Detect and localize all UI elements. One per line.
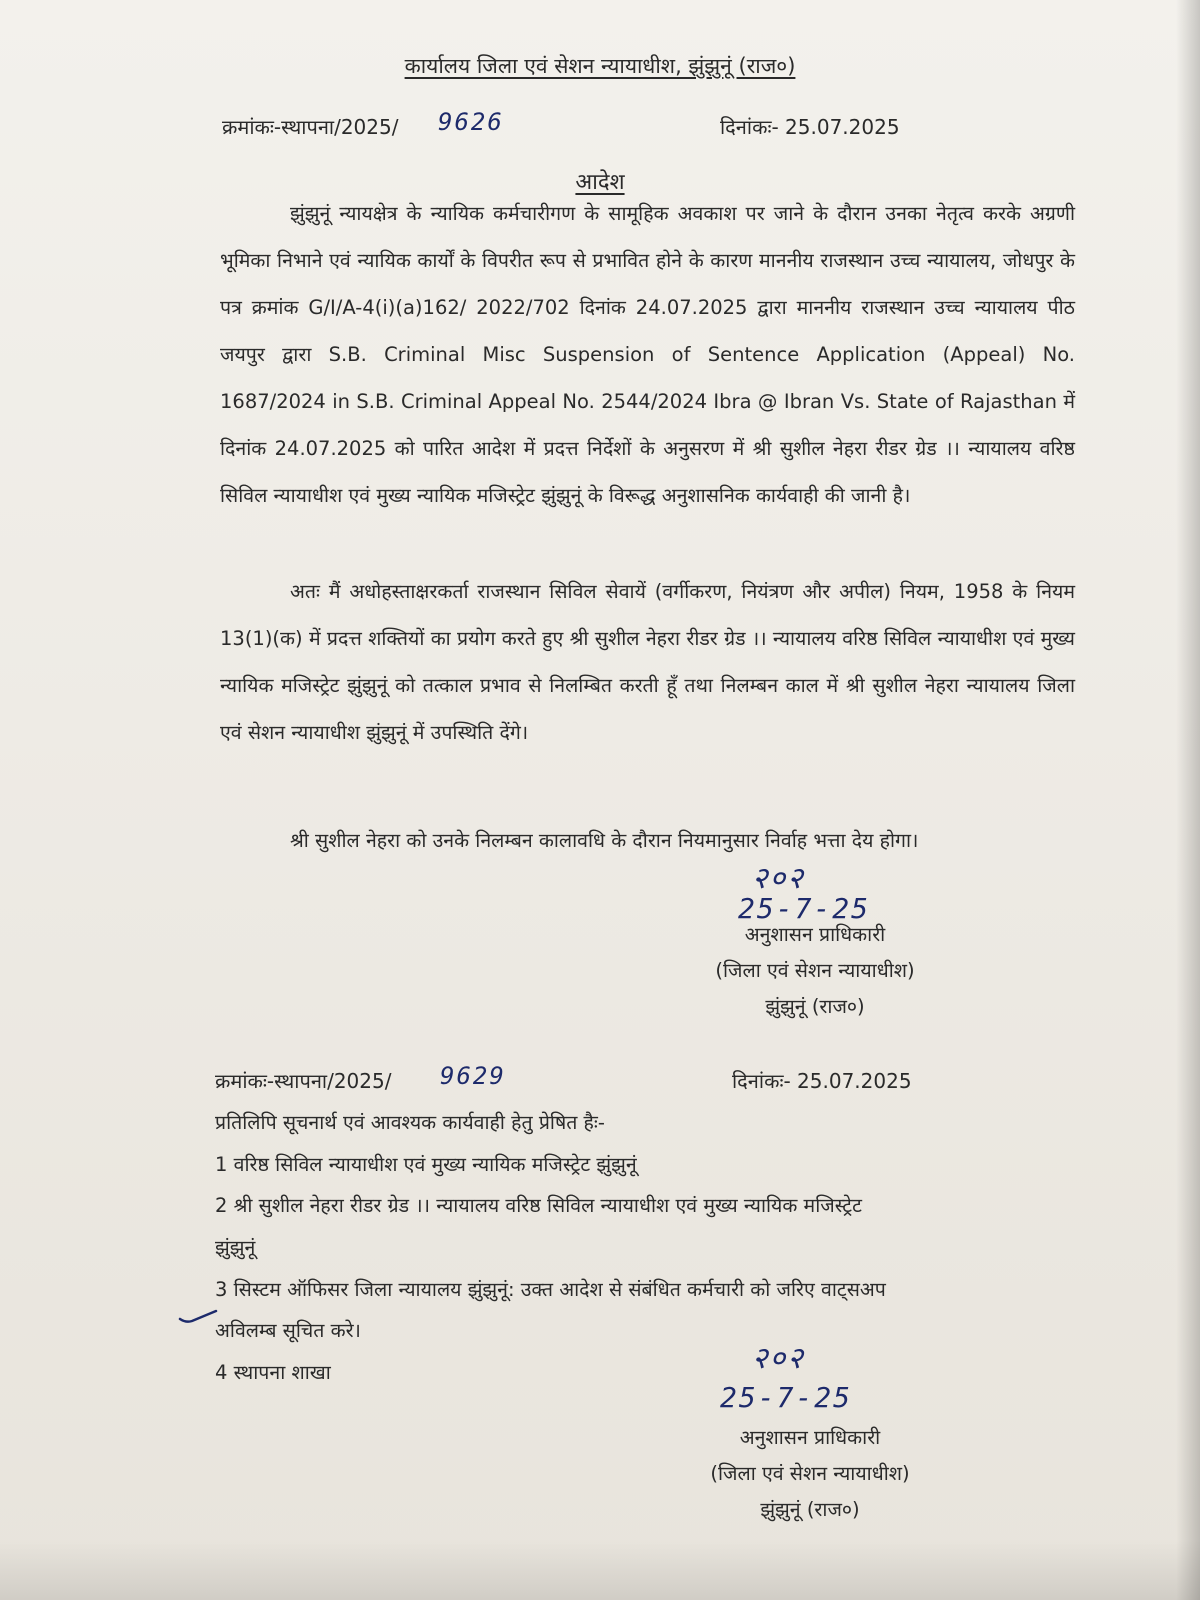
copy-date: दिनांकः- 25.07.2025 — [732, 1069, 912, 1093]
copy-item-2: 2 श्री सुशील नेहरा रीडर ग्रेड ।। न्यायालय वरिष्ठ सिविल न्यायाधीश एवं मुख्य न्यायिक मजिस्ट्रेट — [215, 1194, 862, 1217]
order-heading: आदेश — [575, 170, 625, 195]
order-body-2 — [220, 568, 1075, 756]
copy-item-1: 1 वरिष्ठ सिविल न्यायाधीश एवं मुख्य न्यायिक मजिस्ट्रेट झुंझुनूं — [215, 1153, 637, 1176]
signature-2-designation: अनुशासन प्राधिकारी — [739, 1426, 881, 1449]
copy-item-3-cont: अविलम्ब सूचित करे। — [215, 1319, 361, 1342]
signature-2-office: (जिला एवं सेशन न्यायाधीश) — [710, 1462, 910, 1485]
signature-2-initials: २०२ — [752, 1341, 805, 1376]
copy-item-2-cont: झुंझुनूं — [215, 1236, 256, 1259]
copy-number-handwritten: 9629 — [440, 1062, 506, 1090]
paragraph-1: झुंझुनूं न्यायक्षेत्र के न्यायिक कर्मचारीगण के सामूहिक अवकाश पर जाने के दौरान उनका नेतृत्व करके अग्रणी भूमिका निभाने एवं न्यायिक कार्यों के विपरीत रूप से प्रभावित होने के कारण माननीय राजस्थान उच्च न्यायालय, जोधपुर के पत्र क्रमांक G/I/A-4(i)(a)162/ 2022/702 दिनांक 24.07.2025 द्वारा माननीय राजस्थान उच्च न्यायालय पीठ जयपुर द्वारा S.B. Criminal Misc Suspension of Sentence Application (Appeal) No. 1687/2024 in S.B. Criminal Appeal No. 2544/2024 Ibra @ Ibran Vs. State of Rajasthan में दिनांक 24.07.2025 को पारित आदेश में प्रदत्त निर्देशों के अनुसरण में श्री सुशील नेहरा रीडर ग्रेड ।। न्यायालय वरिष्ठ सिविल न्यायाधीश एवं मुख्य न्यायिक मजिस्ट्रेट झुंझुनूं के विरूद्ध अनुशासनिक कार्यवाही की जानी है। — [220, 202, 1075, 507]
copy-number-label: क्रमांकः-स्थापना/2025/ — [215, 1069, 392, 1093]
handwritten-tick-mark — [178, 1307, 218, 1327]
copy-intro: प्रतिलिपि सूचनार्थ एवं आवश्यक कार्यवाही हेतु प्रेषित हैः- — [215, 1111, 605, 1134]
order-date: दिनांकः- 25.07.2025 — [720, 115, 900, 139]
order-body — [220, 190, 1075, 519]
signature-2-date: 25-7-25 — [720, 1381, 853, 1414]
signature-1-date: 25-7-25 — [738, 892, 871, 925]
signature-2-block — [660, 1420, 960, 1528]
signature-1-office: (जिला एवं सेशन न्यायाधीश) — [715, 959, 915, 982]
order-number-label: क्रमांकः-स्थापना/2025/ — [222, 115, 399, 139]
signature-1-initials: २०२ — [752, 861, 805, 896]
signature-1-designation: अनुशासन प्राधिकारी — [744, 923, 886, 946]
order-body-3 — [220, 817, 1075, 864]
copy-item-4: 4 स्थापना शाखा — [215, 1361, 331, 1384]
signature-1-block — [665, 917, 965, 1025]
paragraph-3: श्री सुशील नेहरा को उनके निलम्बन कालावधि के दौरान नियमानुसार निर्वाह भत्ता देय होगा। — [290, 829, 919, 852]
signature-2-place: झुंझुनूं (राज०) — [760, 1498, 860, 1521]
page-bottom-shadow — [0, 1540, 1200, 1600]
copy-item-3: 3 सिस्टम ऑफिसर जिला न्यायालय झुंझुनूं: उक्त आदेश से संबंधित कर्मचारी को जरिए वाट्सअप — [215, 1278, 886, 1301]
paragraph-2: अतः मैं अधोहस्ताक्षरकर्ता राजस्थान सिविल सेवायें (वर्गीकरण, नियंत्रण और अपील) नियम, 1958 के नियम 13(1)(क) में प्रदत्त शक्तियों का प्रयोग करते हुए श्री सुशील नेहरा रीडर ग्रेड ।। न्यायालय वरिष्ठ सिविल न्यायाधीश एवं मुख्य न्यायिक मजिस्ट्रेट झुंझुनूं को तत्काल प्रभाव से निलम्बित करती हूँ तथा निलम्बन काल में श्री सुशील नेहरा न्यायालय जिला एवं सेशन न्यायाधीश झुंझुनूं में उपस्थिति देंगे। — [220, 580, 1075, 744]
page-edge-shadow — [1176, 0, 1200, 1600]
office-title: कार्यालय जिला एवं सेशन न्यायाधीश, झुंझुनूं (राज०) — [404, 54, 796, 78]
signature-1-place: झुंझुनूं (राज०) — [765, 995, 865, 1018]
order-number-handwritten: 9626 — [438, 108, 504, 136]
